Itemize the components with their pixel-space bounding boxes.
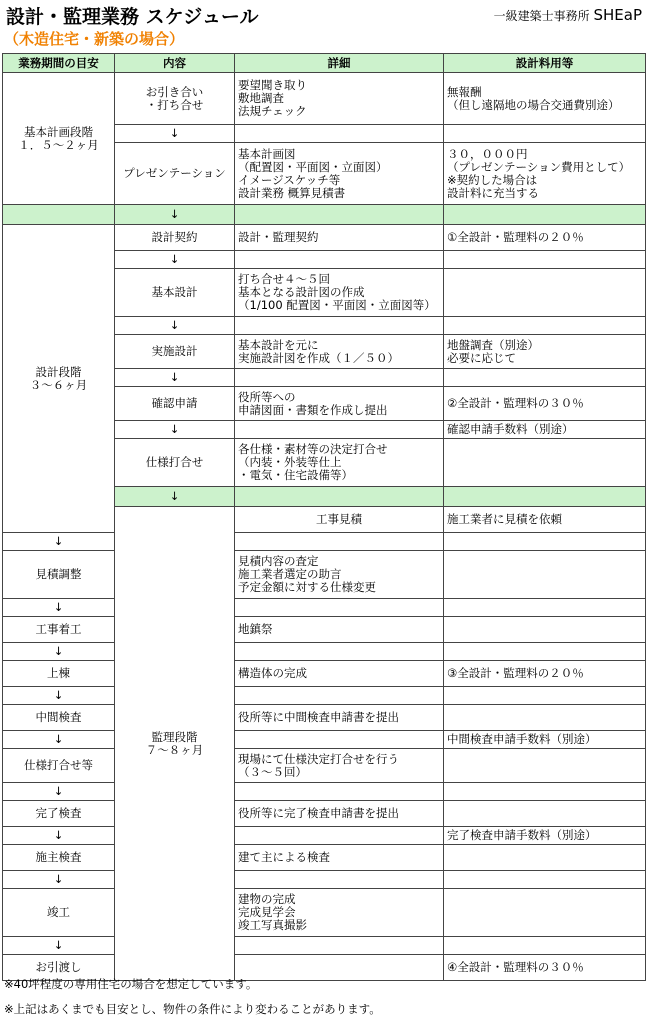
detail-contract: 設計・監理契約 — [235, 225, 444, 251]
detail-owner-inspection: 建て主による検査 — [235, 845, 444, 871]
table-row — [3, 827, 646, 845]
detail-estimate-adjustment: 見積内容の査定 施工業者選定の助言 予定金額に対する仕様変更 — [235, 551, 444, 599]
detail-basic-design: 打ち合せ４〜５回 基本となる設計図の作成 （1/100 配置図・平面図・立面図等） — [235, 269, 444, 317]
detail-groundbreaking: 地鎮祭 — [235, 617, 444, 643]
step-groundbreaking: 工事着工 — [3, 617, 115, 643]
step-owner-inspection: 施主検査 — [3, 845, 115, 871]
page-title: 設計・監理業務 スケジュール — [6, 6, 259, 28]
step-framing: 上棟 — [3, 661, 115, 687]
fee-completion — [444, 889, 646, 937]
arrow-down: ↓ — [115, 125, 235, 143]
fee-contract: ①全設計・監理料の２０％ — [444, 225, 646, 251]
step-estimate-adjustment: 見積調整 — [3, 551, 115, 599]
footnote-disclaimer: ※上記はあくまでも目安とし、物件の条件により変わることがあります。 — [4, 1002, 381, 1016]
table-row — [3, 801, 646, 827]
office-brand: SHEaP — [593, 6, 642, 24]
detail-site-spec-meeting: 現場にて仕様決定打合せを行う （３〜５回） — [235, 749, 444, 783]
table-row — [3, 225, 646, 251]
arrow-down: ↓ — [115, 487, 235, 507]
step-completion-inspection: 完了検査 — [3, 801, 115, 827]
col-header-content: 内容 — [115, 54, 235, 73]
detail-interim-inspection: 役所等に中間検査申請書を提出 — [235, 705, 444, 731]
office-name — [494, 6, 642, 24]
fee-site-spec-meeting — [444, 749, 646, 783]
phase-supervision: 監理段階 ７〜８ヶ月 — [115, 507, 235, 981]
step-handover: お引渡し — [3, 955, 115, 981]
step-inquiry: お引き合い ・打ち合せ — [115, 73, 235, 125]
table-row — [3, 731, 646, 749]
fee-completion-application: 完了検査申請手数料（別途） — [444, 827, 646, 845]
footnote-assumption: ※40坪程度の専用住宅の場合を想定しています。 — [4, 977, 258, 991]
table-row — [3, 845, 646, 871]
arrow-down: ↓ — [3, 937, 115, 955]
arrow-down: ↓ — [3, 871, 115, 889]
detail-construction-estimate: 施工業者に見積を依頼 — [444, 507, 646, 533]
table-row — [3, 617, 646, 643]
fee-completion-inspection — [444, 801, 646, 827]
arrow-down: ↓ — [3, 687, 115, 705]
fee-estimate-adjustment — [444, 551, 646, 599]
step-working-design: 実施設計 — [115, 335, 235, 369]
table-row — [3, 661, 646, 687]
table-row — [3, 643, 646, 661]
arrow-down: ↓ — [115, 421, 235, 439]
step-contract: 設計契約 — [115, 225, 235, 251]
table-row — [3, 783, 646, 801]
fee-groundbreaking — [444, 617, 646, 643]
arrow-down: ↓ — [115, 369, 235, 387]
fee-interim-inspection — [444, 705, 646, 731]
arrow-down: ↓ — [115, 317, 235, 335]
table-row — [3, 599, 646, 617]
arrow-down: ↓ — [3, 731, 115, 749]
table-row — [3, 871, 646, 889]
step-presentation: プレゼンテーション — [115, 143, 235, 205]
table-row — [3, 749, 646, 783]
detail-completion-inspection: 役所等に完了検査申請書を提出 — [235, 801, 444, 827]
phase-design: 設計段階 ３〜６ヶ月 — [3, 225, 115, 533]
fee-spec-meeting — [444, 439, 646, 487]
step-spec-meeting: 仕様打合せ — [115, 439, 235, 487]
fee-owner-inspection — [444, 845, 646, 871]
fee-basic-design — [444, 269, 646, 317]
detail-handover — [235, 955, 444, 981]
arrow-down: ↓ — [3, 643, 115, 661]
step-basic-design: 基本設計 — [115, 269, 235, 317]
fee-presentation: ３０，０００円 （プレゼンテーション費用として） ※契約した場合は 設計料に充当する — [444, 143, 646, 205]
arrow-down: ↓ — [3, 533, 115, 551]
table-row — [3, 73, 646, 125]
detail-spec-meeting: 各仕様・素材等の決定打合せ （内装・外装等仕上 ・電気・住宅設備等） — [235, 439, 444, 487]
step-building-confirmation: 確認申請 — [115, 387, 235, 421]
fee-confirmation-application: 確認申請手数料（別途） — [444, 421, 646, 439]
fee-framing: ③全設計・監理料の２０％ — [444, 661, 646, 687]
table-row — [3, 551, 646, 599]
step-completion: 竣工 — [3, 889, 115, 937]
phase-basic-planning: 基本計画段階 １．５〜２ヶ月 — [3, 73, 115, 205]
step-construction-estimate: 工事見積 — [235, 507, 444, 533]
detail-working-design: 基本設計を元に 実施設計図を作成（１／５０） — [235, 335, 444, 369]
schedule-table — [2, 53, 646, 981]
step-site-spec-meeting: 仕様打合せ等 — [3, 749, 115, 783]
step-interim-inspection: 中間検査 — [3, 705, 115, 731]
detail-framing: 構造体の完成 — [235, 661, 444, 687]
fee-working-design: 地盤調査（別途） 必要に応じて — [444, 335, 646, 369]
col-header-period: 業務期間の目安 — [3, 54, 115, 73]
table-row — [3, 705, 646, 731]
detail-completion: 建物の完成 完成見学会 竣工写真撮影 — [235, 889, 444, 937]
page-subtitle: （木造住宅・新築の場合） — [4, 30, 185, 48]
office-prefix: 一級建築士事務所 — [493, 9, 590, 23]
table-row — [3, 533, 646, 551]
table-row — [3, 937, 646, 955]
arrow-down: ↓ — [115, 205, 235, 225]
detail-inquiry: 要望聞き取り 敷地調査 法規チェック — [235, 73, 444, 125]
detail-building-confirmation: 役所等への 申請図面・書類を作成し提出 — [235, 387, 444, 421]
arrow-down: ↓ — [3, 599, 115, 617]
col-header-detail: 詳細 — [235, 54, 444, 73]
table-row — [3, 687, 646, 705]
fee-inquiry: 無報酬 （但し遠隔地の場合交通費別途） — [444, 73, 646, 125]
detail-presentation: 基本計画図 （配置図・平面図・立面図） イメージスケッチ等 設計業務 概算見積書 — [235, 143, 444, 205]
col-header-fee: 設計料用等 — [444, 54, 646, 73]
table-row — [3, 889, 646, 937]
arrow-down: ↓ — [115, 251, 235, 269]
arrow-down: ↓ — [3, 783, 115, 801]
phase-separator — [3, 205, 646, 225]
fee-building-confirmation: ②全設計・監理料の３０％ — [444, 387, 646, 421]
fee-interim-application: 中間検査申請手数料（別途） — [444, 731, 646, 749]
fee-handover: ④全設計・監理料の３０％ — [444, 955, 646, 981]
arrow-down: ↓ — [3, 827, 115, 845]
